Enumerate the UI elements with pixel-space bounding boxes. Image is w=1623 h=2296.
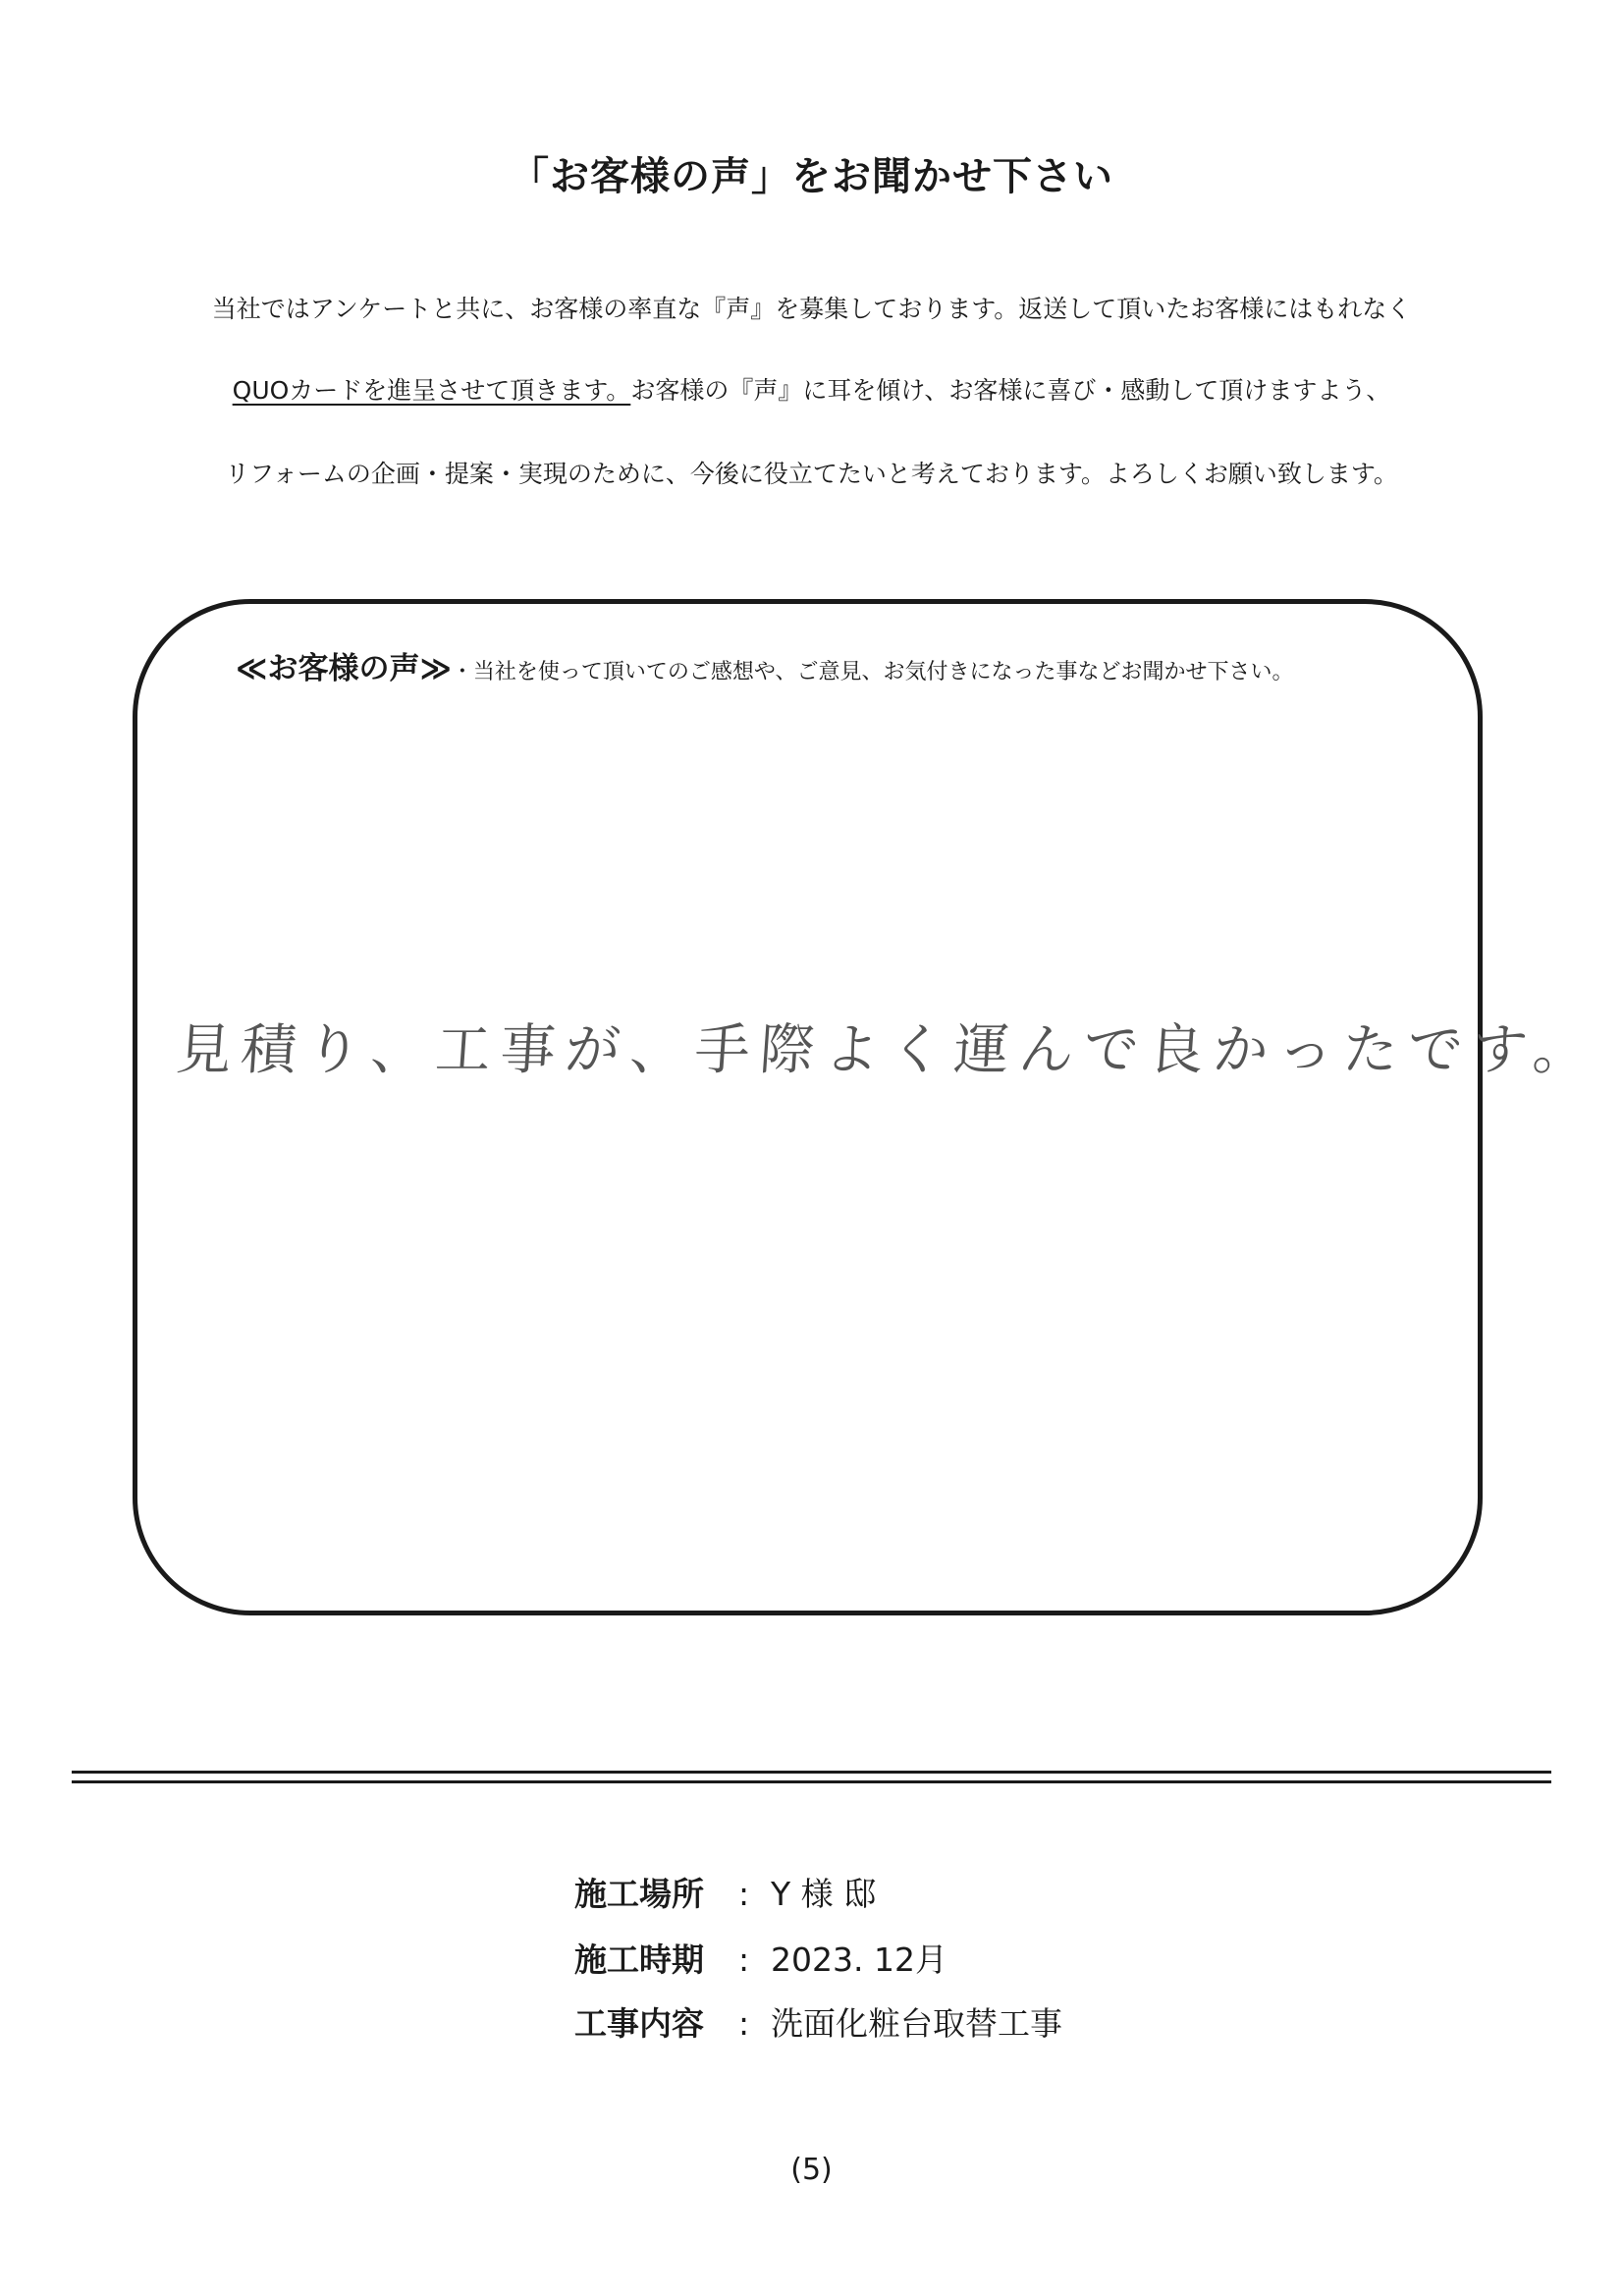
divider-line-bottom: [72, 1780, 1551, 1783]
handwritten-comment: 見積り、工事が、手際よく運んで良かったです。: [174, 1018, 1600, 1082]
intro-line-3: リフォームの企画・提案・実現のために、今後に役立てたいと考えております。よろしくお願い致します。: [225, 460, 1398, 488]
content-separator: :: [737, 2004, 750, 2043]
customer-voice-box: [133, 599, 1600, 1615]
page-title: 「お客様の声」をお聞かせ下さい: [510, 154, 1113, 199]
intro-line-2: [0, 374, 1623, 408]
info-content-row: [574, 1998, 1062, 2045]
intro-line-2-rest: お客様の『声』に耳を傾け、お客様に喜び・感動して頂けますよう、: [630, 376, 1391, 405]
content-value: 洗面化粧台取替工事: [771, 2004, 1062, 2043]
content-label: 工事内容: [574, 2004, 704, 2043]
location-value: Y 様 邸: [771, 1875, 877, 1913]
quo-card-notice: QUOカードを進呈させて頂きます。: [232, 376, 631, 405]
voice-box-title: ≪お客様の声≫: [236, 651, 452, 686]
voice-box-header: [236, 643, 1293, 687]
period-label: 施工時期: [574, 1941, 704, 1979]
location-separator: :: [737, 1875, 750, 1913]
location-label: 施工場所: [574, 1875, 704, 1913]
period-value: 2023. 12月: [771, 1941, 947, 1979]
info-period-row: [574, 1935, 947, 1981]
intro-line-1: 当社ではアンケートと共に、お客様の率直な『声』を募集しております。返送して頂いたお客様にはもれなく: [211, 295, 1412, 323]
page-number: (5): [790, 2153, 833, 2187]
period-separator: :: [737, 1941, 750, 1979]
voice-box-description: ・当社を使って頂いてのご感想や、ご意見、お気付きになった事などお聞かせ下さい。: [451, 660, 1294, 684]
info-location-row: [574, 1869, 876, 1915]
divider-line-top: [72, 1771, 1551, 1774]
